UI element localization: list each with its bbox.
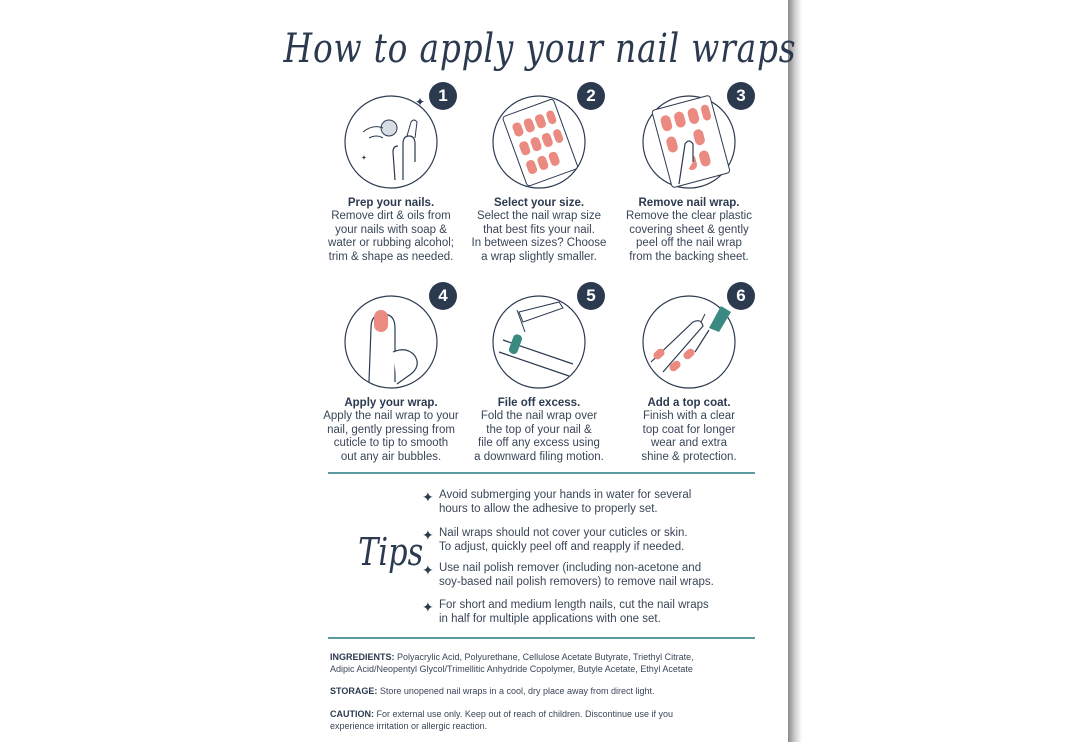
step-line: Fold the nail wrap over xyxy=(480,410,598,422)
step-line: Remove dirt & oils from xyxy=(331,210,451,222)
step-line: trim & shape as needed. xyxy=(328,251,454,264)
step-line: out any air bubbles. xyxy=(340,451,442,464)
step-number: 2 xyxy=(577,82,605,110)
step-title: Prep your nails. xyxy=(347,197,435,209)
storage-label: STORAGE: xyxy=(330,686,378,696)
step-description xyxy=(464,410,614,465)
tip-item xyxy=(422,561,742,589)
ingredients-label: INGREDIENTS: xyxy=(330,652,395,662)
step-line: from the backing sheet. xyxy=(629,251,749,264)
tips-top-divider xyxy=(328,472,755,474)
step-title: File off excess. xyxy=(497,397,581,409)
card-edge-shadow xyxy=(788,0,802,742)
tips-heading: Tips xyxy=(358,530,424,574)
tips-bottom-divider xyxy=(328,637,755,639)
ingredients-text: Polyacrylic Acid, Polyurethane, Cellulose Acetate Butyrate, Triethyl Citrate, xyxy=(397,652,694,662)
peel-wrap-icon xyxy=(639,86,746,192)
ingredients-text: Adipic Acid/Neopentyl Glycol/Trimellitic Anhydride Copolymer, Butyle Acetate, Ethyl Acetate xyxy=(330,664,693,674)
tip-line: hours to allow the adhesive to properly set. xyxy=(439,503,658,515)
step-line: that best fits your nail. xyxy=(483,223,595,236)
nail-file-icon xyxy=(489,286,596,392)
step-description xyxy=(614,210,764,265)
step-line: the top of your nail & xyxy=(486,423,592,436)
tip-item xyxy=(422,598,742,626)
page-title: How to apply your nail wraps xyxy=(283,26,797,72)
step-6 xyxy=(614,286,764,465)
step-line: shine & protection. xyxy=(641,451,737,464)
step-number: 6 xyxy=(727,282,755,310)
caution-label: CAUTION: xyxy=(330,709,374,719)
step-title: Apply your wrap. xyxy=(344,397,438,409)
step-5 xyxy=(464,286,614,465)
sparkle-icon: ✦ xyxy=(422,599,434,615)
tip-line: Nail wraps should not cover your cuticles or skin. xyxy=(439,527,688,539)
tip-item xyxy=(422,488,742,516)
step-title: Select your size. xyxy=(493,197,585,209)
step-number: 3 xyxy=(727,82,755,110)
apply-wrap-icon xyxy=(341,286,448,392)
step-1 xyxy=(316,86,466,265)
step-number: 5 xyxy=(577,282,605,310)
tip-line: To adjust, quickly peel off and reapply if needed. xyxy=(439,541,685,553)
step-line: a downward filing motion. xyxy=(474,451,604,464)
nail-size-sheet-icon xyxy=(489,86,596,192)
step-line: wear and extra xyxy=(650,437,728,450)
step-line: In between sizes? Choose xyxy=(471,237,607,250)
svg-text:✦: ✦ xyxy=(361,155,367,162)
step-line: water or rubbing alcohol; xyxy=(328,237,454,250)
step-line: cuticle to tip to smooth xyxy=(333,437,449,450)
sparkle-icon: ✦ xyxy=(422,489,434,505)
step-line: your nails with soap & xyxy=(335,223,447,236)
tip-line: soy-based nail polish removers) to remove nail wraps. xyxy=(439,576,714,588)
storage-block xyxy=(330,685,750,697)
caution-text: experience irritation or allergic reaction. xyxy=(330,721,488,731)
step-description xyxy=(316,410,466,465)
hand-washing-icon xyxy=(341,86,448,192)
step-3 xyxy=(614,86,764,265)
step-line: top coat for longer xyxy=(642,423,736,436)
sparkle-icon: ✦ xyxy=(422,562,434,578)
step-line: file off any excess using xyxy=(478,437,600,450)
caution-text: For external use only. Keep out of reach of children. Discontinue use if you xyxy=(376,709,674,719)
step-description xyxy=(316,210,466,265)
step-description xyxy=(614,410,764,465)
step-line: a wrap slightly smaller. xyxy=(481,251,597,264)
svg-text:✦: ✦ xyxy=(415,95,426,109)
step-number: 4 xyxy=(429,282,457,310)
sparkle-icon: ✦ xyxy=(422,527,434,543)
step-line: Remove the clear plastic xyxy=(626,210,752,222)
step-description xyxy=(464,210,614,265)
step-4 xyxy=(316,286,466,465)
step-line: peel off the nail wrap xyxy=(636,237,742,250)
step-line: covering sheet & gently xyxy=(629,223,749,236)
step-line: Finish with a clear xyxy=(642,410,736,422)
tip-line: For short and medium length nails, cut the nail wraps xyxy=(439,599,709,611)
tip-item xyxy=(422,526,742,554)
caution-block xyxy=(330,708,750,732)
step-2 xyxy=(464,86,614,265)
step-number: 1 xyxy=(429,82,457,110)
step-line: Select the nail wrap size xyxy=(476,210,601,222)
ingredients-block xyxy=(330,651,750,675)
step-line: nail, gently pressing from xyxy=(327,423,455,436)
storage-text: Store unopened nail wraps in a cool, dry place away from direct light. xyxy=(379,686,655,696)
tip-line: Avoid submerging your hands in water for several xyxy=(439,489,692,501)
step-line: Apply the nail wrap to your xyxy=(323,410,459,422)
tip-line: in half for multiple applications with one set. xyxy=(439,613,661,625)
step-title: Remove nail wrap. xyxy=(638,197,740,209)
tip-line: Use nail polish remover (including non-acetone and xyxy=(439,562,702,574)
top-coat-icon xyxy=(639,286,746,392)
step-title: Add a top coat. xyxy=(647,397,731,409)
